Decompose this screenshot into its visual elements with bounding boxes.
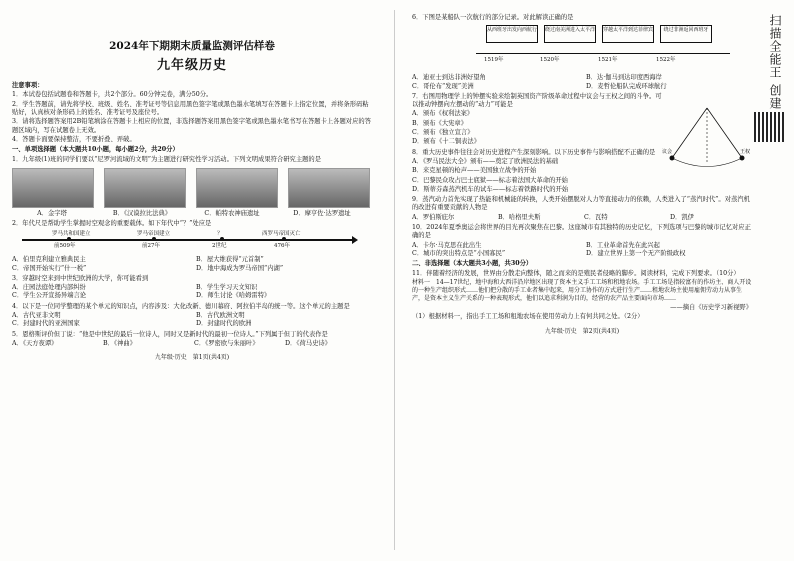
pendulum-bob: [740, 155, 745, 160]
voyage-stage: 从西班牙出发向西航行: [486, 25, 538, 43]
option[interactable]: C．巴黎民众攻占巴士底狱——标志着法国大革命的开始: [412, 176, 568, 184]
parthenon-image: [196, 168, 278, 208]
option[interactable]: B．工业革命首先在此兴起: [586, 241, 660, 249]
pendulum-string-left: [672, 108, 707, 158]
mohenjo-daro-image: [288, 168, 370, 208]
pendulum-string-right: [707, 108, 742, 158]
timeline-year: 前27年: [142, 243, 160, 250]
material-source: ——摘自《历史学习新视野》: [670, 303, 752, 311]
timeline-label: 西罗马帝国灭亡: [262, 231, 301, 238]
option[interactable]: B．来克星顿的枪声——美国独立战争的开始: [412, 167, 537, 175]
option[interactable]: A．颁布《权利法案》: [412, 110, 474, 118]
option[interactable]: A．古代亚非文明: [12, 312, 61, 320]
question-3: 3．穿越时空来到中世纪欧洲的大学，你可能看到: [12, 274, 149, 282]
timeline-point: [220, 237, 224, 241]
option[interactable]: D．凯伊: [670, 213, 694, 221]
notice-heading: 注意事项：: [12, 82, 44, 90]
voyage-stage: 绕过非洲返回西班牙: [660, 25, 712, 43]
option[interactable]: D．师生讨论《哈姆雷特》: [196, 292, 271, 300]
voyage-year: 1520年: [540, 57, 560, 64]
qr-code-icon: [754, 112, 784, 142]
question-9: 9．蒸汽动力首先实现了热能和机械能的转换，人类开始摆脱对人力等直接动力的依赖，人类进入了“蒸汽时代”。对蒸汽机的改进有重要贡献的人物是: [412, 196, 750, 212]
question-10-options: [412, 242, 752, 259]
question-3-options: [12, 284, 372, 301]
timeline-year: 476年: [274, 243, 290, 250]
timeline-label: 罗马共和国建立: [52, 231, 91, 238]
pendulum-label: 议会: [662, 148, 673, 155]
question-2-timeline: [12, 231, 372, 253]
watermark-text: 扫描全能王 创建: [768, 14, 782, 110]
option[interactable]: B．屋大维获得“元首制”: [196, 256, 264, 264]
option[interactable]: C．帕特农神庙遗址: [204, 209, 260, 217]
option[interactable]: D．斯蒂芬森蒸汽机车的试车——标志着铁路时代的开始: [412, 185, 569, 193]
option[interactable]: A．迪亚士到达非洲好望角: [412, 74, 486, 82]
timeline-point: [152, 237, 156, 241]
timeline-axis: [22, 239, 352, 240]
option[interactable]: B．颁布《大宪章》: [412, 119, 468, 127]
question-4-options: [12, 312, 372, 329]
page-footer: 九年级·历史 第2页(共4页): [544, 328, 620, 336]
notice-item: 4．答题卡面要保持整洁，不要折叠、弄破。: [12, 135, 136, 143]
material-1: 材料一 14—17世纪，地中海和大西洋沿岸地区出现了资本主义手工工场和租地农场。手工工场是指较富有的作坊主、商人开设的一种生产组织形式……他们把分散的手工业者集中起来，用分工协作的方式进行生产……租地农场主使用雇佣劳动力从事生产，是资本主义生产关系的一种表现形式，他们以追求利润为目的，经营的农产品主要面向市场……: [412, 278, 752, 302]
voyage-year: 1522年: [656, 57, 676, 64]
option[interactable]: C．《罗密欧与朱丽叶》: [194, 339, 259, 347]
option[interactable]: C．瓦特: [584, 213, 608, 221]
voyage-axis: [476, 53, 730, 54]
option[interactable]: B．《汉谟拉比法典》: [112, 209, 172, 217]
timeline-year: 2世纪: [212, 243, 227, 250]
page-divider: [394, 10, 395, 550]
notice-item: 3．请将选择题答案用2B铅笔填涂在答题卡上相应的位置，非选择题答案用黑色签字笔或黑色墨水笔书写在答题卡上各题对应的答题区域内，写在试题卷上无效。: [12, 118, 371, 134]
pendulum-diagram: [662, 103, 752, 173]
question-2-options: [12, 256, 372, 273]
section-1-heading: 一、单项选择题（本大题共10小题，每小题2分，共20分）: [12, 146, 179, 154]
option[interactable]: A．罗伯斯庇尔: [412, 213, 455, 221]
question-11-1: （1）根据材料一，指出手工工场和租地农场在使用劳动力上有何共同之处。（2分）: [412, 312, 644, 320]
option[interactable]: C．学生公开宣扬异端言论: [12, 292, 87, 300]
voyage-stage: 绕过南美洲进入太平洋: [544, 25, 596, 43]
question-1-images: [12, 168, 372, 208]
voyage-year: 1519年: [484, 57, 504, 64]
option[interactable]: A．庄园法庭处理内部纠纷: [12, 284, 86, 292]
question-6: 6．下图是某船队一次航行的部分记录。对此解读正确的是: [412, 14, 574, 21]
option[interactable]: D．《荷马史诗》: [285, 339, 331, 347]
code-stele-image: [104, 168, 186, 208]
option[interactable]: B．达·伽马到达印度西海岸: [586, 74, 662, 82]
timeline-label: ？: [217, 231, 223, 238]
option[interactable]: A．《罗马民法大全》颁布——奠定了欧洲民法的基础: [412, 157, 559, 165]
option[interactable]: B．哈格里夫斯: [498, 213, 541, 221]
option[interactable]: B．学生学习天文知识: [196, 284, 258, 292]
option[interactable]: C．颁布《独立宣言》: [412, 129, 474, 137]
question-2: 2．年代尺是帮助学生掌握时空观念的重要载体。如下年代中“？”处应是: [12, 219, 212, 227]
option[interactable]: D．颁布《十二铜表法》: [412, 138, 481, 146]
exam-subtitle: 九年级历史: [156, 57, 227, 73]
page-2: [412, 14, 752, 336]
question-4: 4．以下是一位同学整理的某个单元的知识点，内容涉及：大化改新、德川幕府、阿拉伯半岛的统一等。这个单元的主题是: [12, 302, 350, 310]
page-1: [12, 14, 372, 362]
option[interactable]: C．帝国开始实行“什一税”: [12, 264, 87, 272]
option[interactable]: A．金字塔: [37, 209, 67, 217]
option[interactable]: D．封建时代的欧洲: [196, 320, 252, 328]
question-9-options: [412, 214, 752, 222]
question-1-options: [12, 210, 372, 218]
pendulum-arc: [672, 158, 742, 167]
question-11: 11．伴随着经济的发展，世界由分散走向整体，随之而来的是殖民者侵略的脚步。阅读材料，完成下列要求。（10分）: [412, 269, 740, 277]
option[interactable]: C．城市的突出特点是“小国寡民”: [412, 249, 506, 257]
question-1: 1．九年级(1)班的同学们要以“尼罗河流域的文明”为主题进行研究性学习活动。下列文明成果符合研究主题的是: [12, 156, 322, 164]
option[interactable]: C．封建时代的亚洲国家: [12, 320, 80, 328]
pyramid-image: [12, 168, 94, 208]
option[interactable]: D．地中海成为罗马帝国“内湖”: [196, 264, 284, 272]
section-2-heading: 二、非选择题（本大题共3小题，共30分）: [412, 260, 533, 268]
pendulum-bob: [670, 155, 675, 160]
voyage-diagram: [412, 25, 752, 71]
voyage-stage: 穿越太平洋到达菲律宾: [602, 25, 654, 43]
notice-item: 1．本试卷包括试题卷和答题卡，共2个部分。60分钟完卷，满分50分。: [12, 91, 213, 99]
option[interactable]: B．《神曲》: [103, 339, 136, 347]
exam-title: 2024年下期期末质量监测评估样卷: [109, 40, 275, 52]
pendulum-label: 王权: [740, 148, 751, 155]
option[interactable]: A．卡尔·马克思在此出生: [412, 241, 482, 249]
option[interactable]: A．伯里克利建立雅典民主: [12, 256, 86, 264]
option[interactable]: C．哥伦布“发现”美洲: [412, 82, 474, 90]
option[interactable]: B．古代欧洲文明: [196, 312, 245, 320]
option[interactable]: D．摩亨佐·达罗遗址: [293, 209, 351, 217]
timeline-point: [67, 237, 71, 241]
scanner-watermark: [762, 10, 786, 180]
option[interactable]: A．《天方夜谭》: [12, 339, 58, 347]
question-10: 10．2024年夏季奥运会将世界的目光再次聚焦在巴黎。这座城市有其独特的历史记忆，下列选项与巴黎的城市记忆对应正确的是: [412, 224, 751, 240]
option[interactable]: D．建立世界上第一个无产阶级政权: [586, 249, 686, 257]
question-5: 5．恩格斯评价但丁说：“他是中世纪的最后一位诗人，同时又是新时代的最初一位诗人。”下列属于但丁的代表作是: [12, 330, 328, 338]
timeline-arrow: [352, 236, 358, 244]
question-5-options: [12, 340, 372, 348]
notice-item: 2．学生答题前，请先将学校、班级、姓名、准考证号等信息用黑色签字笔或黑色墨水笔填写在答题卡上指定位置，并将条形码粘贴好，认真核对条形码上的姓名、准考证号及座位号。: [12, 100, 369, 116]
page-footer: 九年级·历史 第1页(共4页): [154, 354, 230, 362]
timeline-point: [282, 237, 286, 241]
question-7: 7．右图用物理学上的钟摆实验来绘制英国资产阶级革命过程中议会与王权之间的斗争。可以推动钟摆向左摆动的“动力”可能是: [412, 92, 662, 109]
timeline-year: 前509年: [54, 243, 76, 250]
question-6-options: [412, 74, 752, 91]
timeline-label: 罗马帝国建立: [137, 231, 171, 238]
option[interactable]: D．麦哲伦船队完成环球航行: [586, 82, 667, 90]
question-8: 8．重大历史事件往往会对历史进程产生深刻影响。以下历史事件与影响搭配不正确的是: [412, 148, 656, 156]
voyage-year: 1521年: [598, 57, 618, 64]
